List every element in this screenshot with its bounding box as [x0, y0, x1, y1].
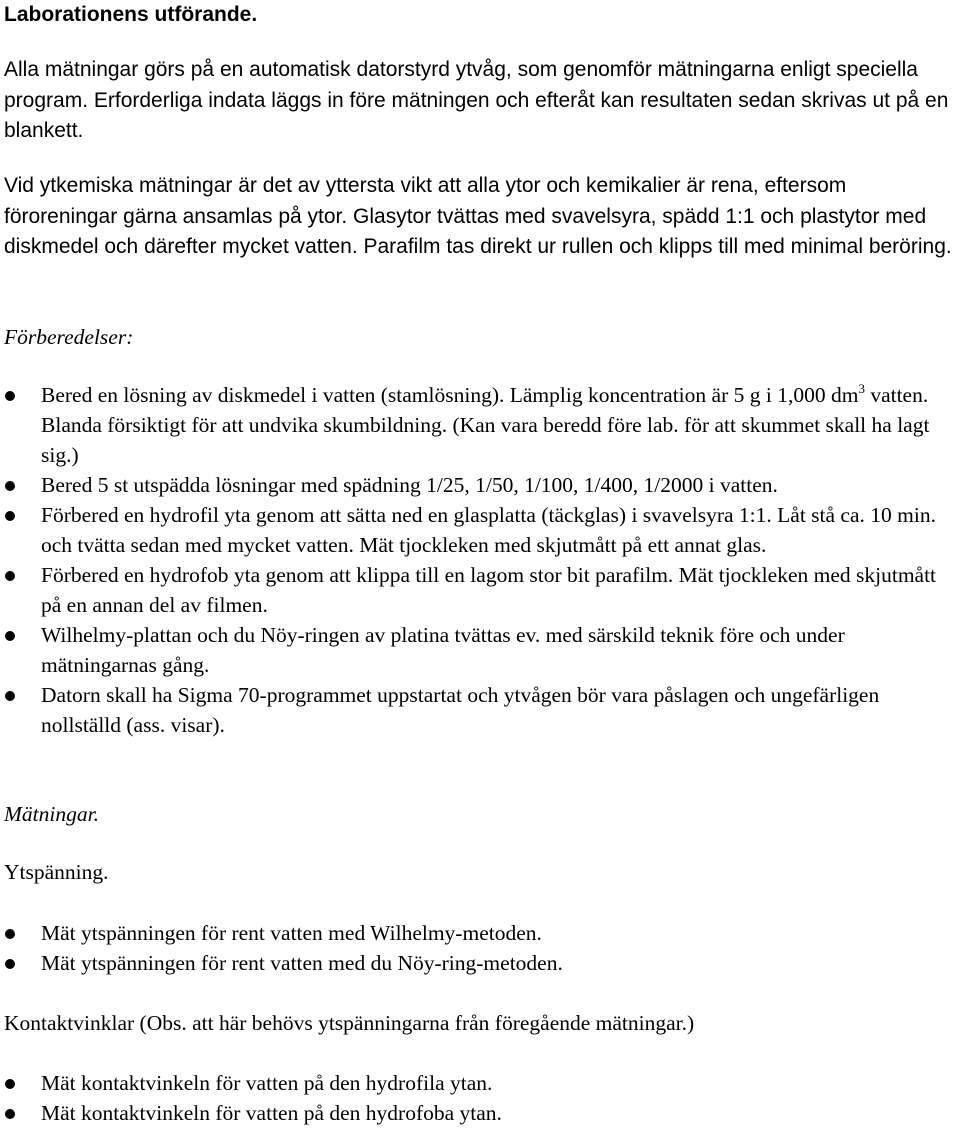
contact-angles-list	[0, 1068, 955, 1128]
intro-paragraph: Alla mätningar görs på en automatisk datorstyrd ytvåg, som genomför mätningarna enligt speciella program. Erforderliga indata läggs in före mätningen och efteråt kan resultaten sedan skrivas ut på en blankett.	[4, 58, 949, 142]
superscript: 3	[858, 380, 865, 396]
measurements-heading: Mätningar.	[4, 802, 99, 826]
list-item-text: Mät ytspänningen för rent vatten med Wilhelmy-metoden.	[41, 921, 542, 945]
bullet-icon	[5, 631, 15, 641]
bullet-icon	[5, 391, 15, 401]
list-item-text: Förbered en hydrofob yta genom att klippa till en lagom stor bit parafilm. Mät tjockleken med skjutmått på en annan del av filmen.	[41, 563, 937, 617]
list-item-text: Bered 5 st utspädda lösningar med spädning 1/25, 1/50, 1/100, 1/400, 1/2000 i vatten.	[41, 473, 778, 497]
preparations-list	[0, 380, 955, 740]
bullet-icon	[5, 511, 15, 521]
list-item-text: Förbered en hydrofil yta genom att sätta ned en glasplatta (täckglas) i svavelsyra 1:1. Låt stå ca. 10 min. och tvätta sedan med mycket vatten. Mät tjockleken med skjutmått på ett annat glas.	[41, 503, 936, 557]
list-item	[0, 1068, 955, 1098]
bullet-icon	[5, 1079, 15, 1089]
surface-tension-heading: Ytspänning.	[4, 860, 109, 884]
list-item	[0, 1098, 955, 1128]
list-item	[0, 380, 955, 470]
list-item-text: Mät kontaktvinkeln för vatten på den hydrofila ytan.	[41, 1071, 493, 1095]
list-item-text: Mät kontaktvinkeln för vatten på den hydrofoba ytan.	[41, 1101, 502, 1125]
section-heading: Laborationens utförande.	[4, 3, 258, 26]
list-item-text: Wilhelmy-plattan och du Nöy-ringen av platina tvättas ev. med särskild teknik före och under mätningarnas gång.	[41, 623, 845, 677]
list-item	[0, 620, 955, 680]
list-item	[0, 470, 955, 500]
list-item-text: Datorn skall ha Sigma 70-programmet uppstartat och ytvågen bör vara påslagen och ungefärligen nollställd (ass. visar).	[41, 683, 880, 737]
bullet-icon	[5, 571, 15, 581]
surface-tension-list	[0, 918, 955, 978]
bullet-icon	[5, 691, 15, 701]
list-item	[0, 500, 955, 560]
list-item	[0, 680, 955, 740]
bullet-icon	[5, 1109, 15, 1119]
cleaning-paragraph: Vid ytkemiska mätningar är det av yttersta vikt att alla ytor och kemikalier är rena, eftersom föroreningar gärna ansamlas på ytor. Glasytor tvättas med svavelsyra, spädd 1:1 och plastytor med diskmedel och därefter mycket vatten. Parafilm tas direkt ur rullen och klipps till med minimal beröring.	[4, 174, 952, 258]
list-item	[0, 918, 955, 948]
list-item-text: Mät ytspänningen för rent vatten med du Nöy-ring-metoden.	[41, 951, 563, 975]
list-item	[0, 560, 955, 620]
preparations-heading: Förberedelser:	[4, 325, 134, 349]
bullet-icon	[5, 959, 15, 969]
contact-angles-heading: Kontaktvinklar (Obs. att här behövs ytspänningarna från föregående mätningar.)	[4, 1011, 695, 1035]
bullet-icon	[5, 929, 15, 939]
list-item-text: Bered en lösning av diskmedel i vatten (stamlösning). Lämplig koncentration är 5 g i 1,000 dm	[41, 383, 859, 407]
list-item-text: vatten. Blanda försiktigt för att undvika skumbildning. (Kan vara beredd före lab. för att skummet skall ha lagt sig.)	[41, 383, 930, 467]
list-item	[0, 948, 955, 978]
bullet-icon	[5, 481, 15, 491]
